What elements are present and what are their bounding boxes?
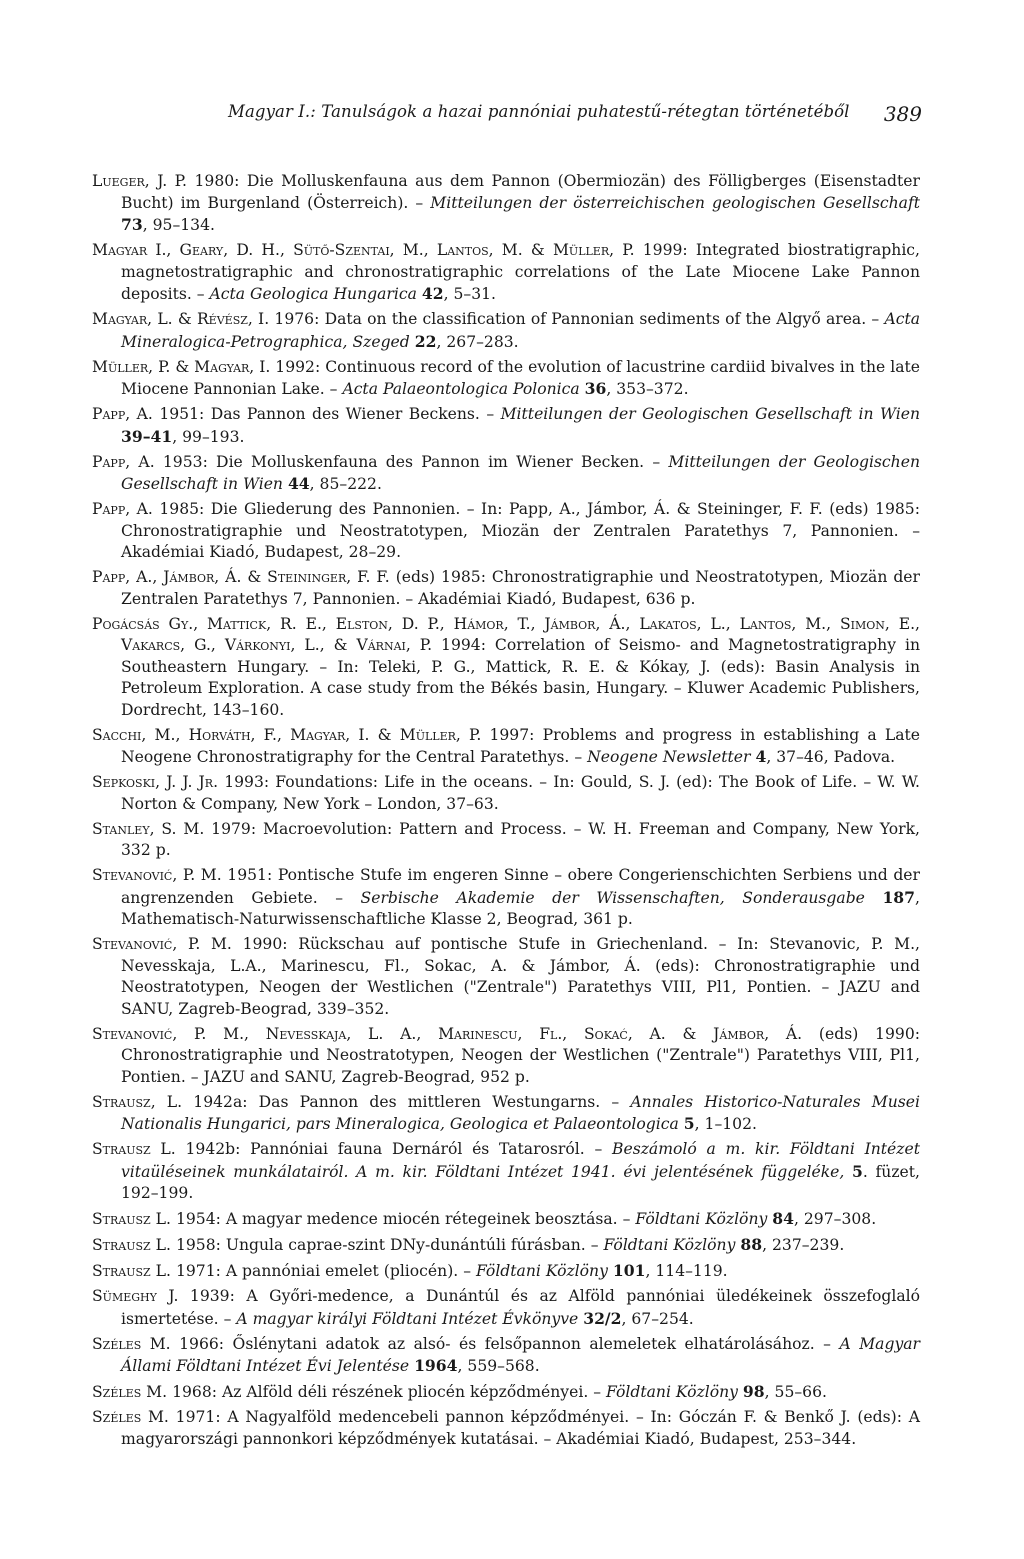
reference-authors: Strausz, L. xyxy=(92,1092,183,1111)
reference-authors: Stevanović, P. M., Nevesskaja, L. A., Marinescu, Fl., Sokać, A. & Jámbor, Á. xyxy=(92,1024,803,1043)
reference-entry xyxy=(92,934,920,1020)
reference-entry xyxy=(92,1407,920,1450)
reference-volume: 42 xyxy=(421,284,444,303)
page-number: 389 xyxy=(883,102,922,126)
reference-entry xyxy=(92,1024,920,1089)
reference-text: 1976: Data on the classification of Pannonian sediments of the Algyő area. – xyxy=(274,310,880,328)
reference-text: 1968: Az Alföld déli részének pliocén képződményei. – xyxy=(172,1383,602,1401)
reference-authors: Stanley, S. M. xyxy=(92,819,205,838)
reference-authors: Széles M. xyxy=(92,1334,171,1353)
reference-entry xyxy=(92,171,920,237)
reference-journal: Acta Geologica Hungarica xyxy=(209,285,417,303)
reference-entry xyxy=(92,865,920,931)
reference-entry xyxy=(92,567,920,610)
reference-volume: 32/2 xyxy=(583,1308,622,1328)
reference-volume: 187 xyxy=(882,887,916,907)
reference-journal: A magyar királyi Földtani Intézet Évkönyve xyxy=(236,1309,579,1328)
reference-authors: Papp, A. xyxy=(92,500,153,518)
reference-pages: , 559–568. xyxy=(457,1357,540,1375)
reference-volume: 88 xyxy=(740,1235,763,1254)
reference-authors: Pogácsás Gy., Mattick, R. E., Elston, D. P., Hámor, T., Jámbor, Á., Lakatos, L., Lantos, M., Simon, E., Vakarcs, G., Várkonyi, L., & Várnai, P. xyxy=(92,614,920,654)
reference-volume: 84 xyxy=(772,1209,794,1228)
reference-text: 1990: Rückschau auf pontische Stufe in Griechenland. – In: Stevanovic, P. M., Nevesskaja, L.A., Marinescu, Fl., Sokac, A. & Jámbor, Á. (eds): Chronostratigraphie und Neostratotypen, Neogen der Westlichen ("Zentrale") Paratethys VIII, Pl1, Pontien. – JAZU and SANU, Zagreb-Beograd, 339–352. xyxy=(121,935,920,1018)
reference-pages: , 95–134. xyxy=(142,216,215,234)
reference-pages: , 5–31. xyxy=(443,285,496,303)
reference-authors: Stevanović, P. M. xyxy=(92,866,222,884)
reference-volume: 1964 xyxy=(414,1356,458,1375)
reference-volume: 73 xyxy=(121,215,143,234)
reference-authors: Sümeghy J. xyxy=(92,1287,179,1305)
reference-authors: Strausz L. xyxy=(92,1236,171,1254)
reference-text: 1985: Die Gliederung des Pannonien. – In: Papp, A., Jámbor, Á. & Steininger, F. F. (eds) 1985: Chronostratigraphie und Neostratotypen, Miozän der Zentralen Paratethys 7, Pannonien. – Akadémiai Kiadó, Budapest, 28–29. xyxy=(121,500,920,561)
reference-text: 1993: Foundations: Life in the oceans. – In: Gould, S. J. (ed): The Book of Life. – W. W. Norton & Company, New York – London, 37–63. xyxy=(121,773,920,813)
reference-entry xyxy=(92,772,920,815)
reference-journal: A Magyar Állami Földtani Intézet Évi Jelentése xyxy=(121,1334,921,1375)
reference-pages: , 1–102. xyxy=(694,1115,757,1133)
reference-entry xyxy=(92,404,920,448)
reference-authors: Papp, A. xyxy=(92,405,153,423)
reference-authors: Müller, P. & Magyar, I. xyxy=(92,357,271,376)
reference-pages: , 237–239. xyxy=(762,1236,845,1254)
running-title: Magyar I.: Tanulságok a hazai pannóniai puhatestű-rétegtan történetéből xyxy=(228,102,850,121)
reference-entry xyxy=(92,1092,920,1136)
reference-volume: 5 xyxy=(852,1161,863,1181)
reference-volume: 4 xyxy=(755,747,767,766)
reference-journal: Acta Mineralogica-Petrographica, Szeged xyxy=(121,310,921,351)
reference-text: 1971: A pannóniai emelet (pliocén). – xyxy=(175,1262,471,1280)
reference-pages: , 85–222. xyxy=(309,475,382,493)
reference-authors: Strausz L. xyxy=(92,1140,176,1158)
reference-text: (eds) 1990: Chronostratigraphie und Neostratotypen, Neogen der Westlichen ("Zentrale") Paratethys VIII, Pl1, Pontien. – JAZU and SANU, Zagreb-Beograd, 952 p. xyxy=(121,1024,921,1086)
reference-journal: Mitteilungen der Geologischen Gesellschaft in Wien xyxy=(500,405,920,423)
reference-text: 1994: Correlation of Seismo- and Magnetostratigraphy in Southeastern Hungary. – In: Teleki, P. G., Mattick, R. E. & Kókay, J. (eds): Basin Analysis in Petroleum Exploration. A case study from the Békés basin, Hungary. – Kluwer Academic Publishers, Dordrecht, 143–160. xyxy=(121,636,920,719)
reference-authors: Sepkoski, J. J. Jr. xyxy=(92,773,219,791)
page-header xyxy=(228,102,922,130)
reference-text: 1979: Macroevolution: Pattern and Process. – W. H. Freeman and Company, New York, 332 p. xyxy=(121,819,920,859)
reference-entry xyxy=(92,1234,920,1257)
reference-authors: Magyar I., Geary, D. H., Sütő-Szentai, M., Lantos, M. & Müller, P. xyxy=(92,241,635,259)
reference-entry xyxy=(92,819,920,862)
reference-entry xyxy=(92,357,920,401)
reference-authors: Sacchi, M., Horváth, F., Magyar, I. & Müller, P. xyxy=(92,725,482,744)
reference-volume: 22 xyxy=(414,331,437,351)
reference-pages: , 114–119. xyxy=(645,1262,728,1280)
reference-pages: . füzet, 192–199. xyxy=(121,1162,920,1202)
reference-entry xyxy=(92,1286,920,1330)
reference-entry xyxy=(92,1260,920,1283)
reference-entry xyxy=(92,240,920,306)
reference-volume: 101 xyxy=(612,1261,646,1280)
reference-text: 1966: Őslénytani adatok az alsó- és felsőpannon alemeletek elhatárolásához. – xyxy=(179,1334,831,1353)
reference-text: 1999: Integrated biostratigraphic, magnetostratigraphic and chronostratigraphic correlations of the Late Miocene Lake Pannon deposits. – xyxy=(121,241,920,303)
reference-journal: Földtani Közlöny xyxy=(635,1210,768,1228)
reference-journal: Annales Historico-Naturales Musei Nationalis Hungarici, pars Mineralogica, Geologica et Palaeontologica xyxy=(121,1092,920,1133)
reference-text: 1954: A magyar medence miocén rétegeinek beosztása. – xyxy=(175,1210,631,1228)
reference-journal: Földtani Közlöny xyxy=(603,1236,736,1254)
reference-volume: 44 xyxy=(287,474,310,493)
reference-entry xyxy=(92,1381,920,1404)
reference-text: 1942b: Pannóniai fauna Dernáról és Tatarosról. – xyxy=(185,1140,603,1158)
reference-authors: Stevanović, P. M. xyxy=(92,935,232,953)
reference-text: 1958: Ungula caprae-szint DNy-dunántúli fúrásban. – xyxy=(175,1236,599,1254)
reference-pages: , 67–254. xyxy=(621,1309,694,1328)
reference-authors: Lueger, J. P. xyxy=(92,172,187,190)
reference-journal: Földtani Közlöny xyxy=(606,1383,738,1401)
reference-volume: 98 xyxy=(742,1382,765,1401)
reference-entry xyxy=(92,499,920,564)
reference-text: (eds) 1985: Chronostratigraphie und Neostratotypen, Miozän der Zentralen Paratethys 7, Pannonien. – Akadémiai Kiadó, Budapest, 636 p. xyxy=(121,568,920,608)
reference-entry xyxy=(92,1139,920,1205)
reference-journal: Beszámoló a m. kir. Földtani Intézet vitaüléseinek munkálatairól. A m. kir. Földtani Intézet 1941. évi jelentésének függeléke, xyxy=(121,1140,920,1181)
reference-pages: , 297–308. xyxy=(793,1210,877,1228)
reference-journal: Mitteilungen der österreichischen geologischen Gesellschaft xyxy=(430,193,921,212)
reference-text: 1971: A Nagyalföld medencebeli pannon képződményei. – In: Góczán F. & Benkő J. (eds): A magyarországi pannonkori képződmények kutatásai. – Akadémiai Kiadó, Budapest, 253–344. xyxy=(121,1408,920,1448)
reference-pages: , 353–372. xyxy=(606,380,689,398)
reference-entry xyxy=(92,309,920,353)
reference-entry xyxy=(92,725,920,769)
reference-authors: Papp, A., Jámbor, Á. & Steininger, F. F. xyxy=(92,568,390,586)
reference-journal: Acta Palaeontologica Polonica xyxy=(342,380,580,398)
reference-entry xyxy=(92,1334,920,1378)
reference-authors: Széles M. xyxy=(92,1408,169,1426)
reference-text: 1951: Das Pannon des Wiener Beckens. – xyxy=(159,405,495,423)
reference-entry xyxy=(92,614,920,722)
reference-volume: 39–41 xyxy=(121,426,173,446)
reference-text: 1980: Die Molluskenfauna aus dem Pannon (Obermiozän) des Fölligberges (Eisenstadter Bucht) im Burgenland (Österreich). – xyxy=(121,172,920,212)
reference-authors: Magyar, L. & Révész, I. xyxy=(92,310,270,328)
reference-journal: Neogene Newsletter xyxy=(587,748,751,766)
reference-entry xyxy=(92,452,920,496)
reference-authors: Papp, A. xyxy=(92,452,155,471)
reference-authors: Széles M. xyxy=(92,1383,168,1401)
reference-text: 1953: Die Molluskenfauna des Pannon im Wiener Becken. – xyxy=(162,452,661,471)
reference-authors: Strausz L. xyxy=(92,1210,171,1228)
reference-entry xyxy=(92,1208,920,1231)
reference-pages: , 99–193. xyxy=(172,427,245,446)
reference-journal: Serbische Akademie der Wissenschaften, Sonderausgabe xyxy=(360,888,865,907)
reference-pages: , 55–66. xyxy=(764,1383,827,1401)
reference-volume: 36 xyxy=(584,379,607,398)
reference-text: 1997: Problems and progress in establishing a Late Neogene Chronostratigraphy for the Central Paratethys. – xyxy=(121,725,920,766)
reference-authors: Strausz L. xyxy=(92,1262,171,1280)
reference-journal: Földtani Közlöny xyxy=(475,1262,608,1280)
reference-list xyxy=(92,171,920,1454)
reference-text: 1992: Continuous record of the evolution of lacustrine cardiid bivalves in the late Miocene Pannonian Lake. – xyxy=(121,357,921,398)
reference-journal: Mitteilungen der Geologischen Gesellschaft in Wien xyxy=(121,452,920,493)
reference-text: 1939: A Győri-medence, a Dunántúl és az Alföld pannóniai üledékeinek összefoglaló ismertetése. – xyxy=(121,1287,920,1328)
reference-text: 1951: Pontische Stufe im engeren Sinne – obere Congerienschichten Serbiens und der angrenzenden Gebiete. – xyxy=(121,866,920,907)
reference-volume: 5 xyxy=(683,1114,695,1133)
reference-text: 1942a: Das Pannon des mittleren Westungarns. – xyxy=(193,1092,620,1111)
reference-pages: , 267–283. xyxy=(436,332,519,351)
reference-pages: , 37–46, Padova. xyxy=(766,748,896,766)
reference-pages: , Mathematisch-Naturwissenschaftliche Klasse 2, Beograd, 361 p. xyxy=(121,888,920,928)
